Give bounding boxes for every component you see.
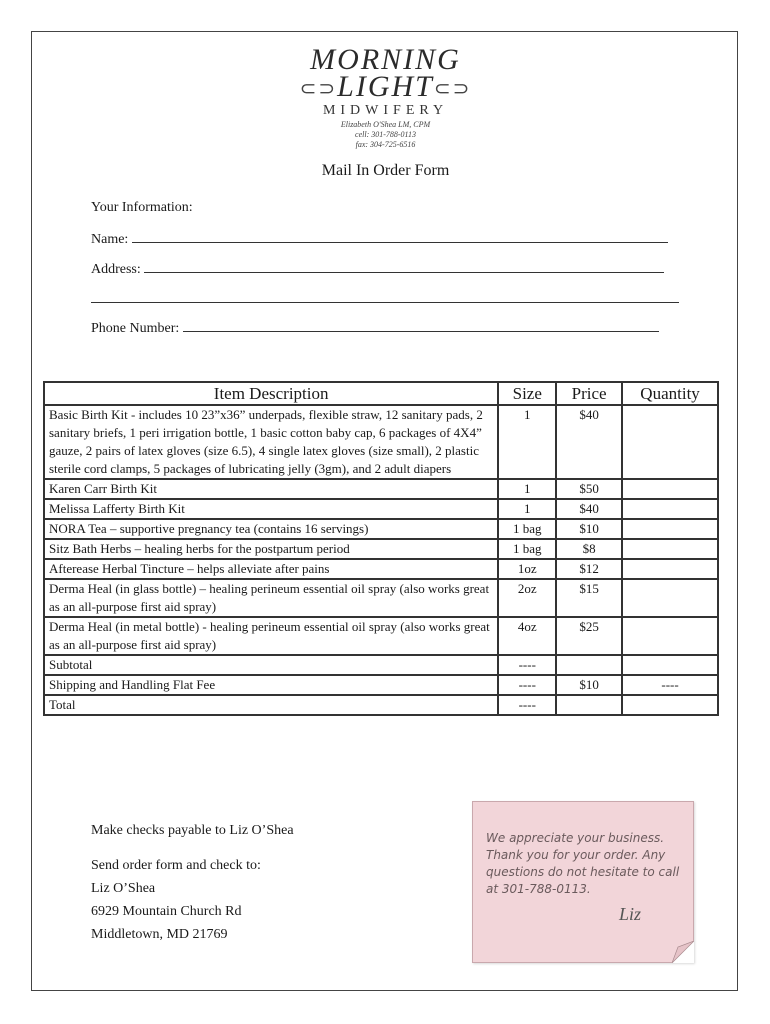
item-quantity[interactable] bbox=[622, 539, 718, 559]
item-description: Basic Birth Kit - includes 10 23”x36” underpads, flexible straw, 12 sanitary pads, 2 sanitary briefs, 1 peri irrigation bottle, 1 basic cotton baby cap, 6 packages of 4X4” gauze, 2 pairs of latex gloves (size 6.5), 4 single latex gloves (size small), 2 plastic sterile cord clamps, 5 packages of lubricating jelly (3gm), and 2 adult diapers bbox=[44, 405, 498, 479]
note-text: We appreciate your business. Thank you for your order. Any questions do not hesitate to call at 301-788-0113. bbox=[486, 831, 680, 896]
logo-light-text: LIGHT bbox=[337, 70, 434, 103]
table-header-row bbox=[44, 382, 718, 405]
item-description: Melissa Lafferty Birth Kit bbox=[44, 499, 498, 519]
table-row bbox=[44, 539, 718, 559]
morning-light-logo bbox=[32, 43, 739, 150]
header-size: Size bbox=[498, 382, 556, 405]
table-row bbox=[44, 617, 718, 655]
table-row bbox=[44, 559, 718, 579]
page-curl-icon bbox=[672, 941, 694, 963]
logo-midwife-name: Elizabeth O'Shea LM, CPM bbox=[340, 120, 431, 130]
address-label: Address: bbox=[91, 262, 141, 277]
item-price: $15 bbox=[556, 579, 622, 617]
item-size: 1 bag bbox=[498, 519, 556, 539]
order-items-table bbox=[43, 381, 719, 716]
item-description: Sitz Bath Herbs – healing herbs for the postpartum period bbox=[44, 539, 498, 559]
item-size: 1oz bbox=[498, 559, 556, 579]
item-quantity[interactable] bbox=[622, 579, 718, 617]
item-size: 4oz bbox=[498, 617, 556, 655]
item-quantity[interactable] bbox=[622, 559, 718, 579]
subtotal-price[interactable] bbox=[556, 655, 622, 675]
name-line[interactable] bbox=[132, 230, 668, 243]
item-price: $40 bbox=[556, 499, 622, 519]
mail-city: Middletown, MD 21769 bbox=[91, 927, 228, 942]
item-size: 1 bbox=[498, 479, 556, 499]
logo-fax: fax: 304-725-6516 bbox=[355, 140, 416, 150]
item-quantity[interactable] bbox=[622, 499, 718, 519]
item-price: $10 bbox=[556, 519, 622, 539]
subtotal-quantity[interactable] bbox=[622, 655, 718, 675]
header-item-description: Item Description bbox=[44, 382, 498, 405]
order-form-page bbox=[31, 31, 738, 991]
item-quantity[interactable] bbox=[622, 479, 718, 499]
sticky-note bbox=[472, 801, 694, 963]
info-heading: Your Information: bbox=[91, 200, 193, 215]
item-price: $8 bbox=[556, 539, 622, 559]
item-size: 1 bbox=[498, 499, 556, 519]
table-row bbox=[44, 579, 718, 617]
item-quantity[interactable] bbox=[622, 617, 718, 655]
item-description: NORA Tea – supportive pregnancy tea (contains 16 servings) bbox=[44, 519, 498, 539]
item-description: Derma Heal (in glass bottle) – healing perineum essential oil spray (also works great as an all-purpose first aid spray) bbox=[44, 579, 498, 617]
swirl-left-icon: ⊂⊃ bbox=[299, 78, 338, 101]
total-size: ---- bbox=[498, 695, 556, 715]
item-size: 2oz bbox=[498, 579, 556, 617]
table-row bbox=[44, 479, 718, 499]
shipping-size: ---- bbox=[498, 675, 556, 695]
shipping-price: $10 bbox=[556, 675, 622, 695]
header-price: Price bbox=[556, 382, 622, 405]
address-field[interactable] bbox=[91, 260, 681, 278]
total-price[interactable] bbox=[556, 695, 622, 715]
total-row bbox=[44, 695, 718, 715]
table-row bbox=[44, 405, 718, 479]
payable-text: Make checks payable to Liz O’Shea bbox=[91, 823, 294, 838]
shipping-label: Shipping and Handling Flat Fee bbox=[44, 675, 498, 695]
item-price: $12 bbox=[556, 559, 622, 579]
item-description: Karen Carr Birth Kit bbox=[44, 479, 498, 499]
item-quantity[interactable] bbox=[622, 405, 718, 479]
send-to-text: Send order form and check to: bbox=[91, 858, 261, 873]
item-description: Derma Heal (in metal bottle) - healing perineum essential oil spray (also works great as an all-purpose first aid spray) bbox=[44, 617, 498, 655]
header-quantity: Quantity bbox=[622, 382, 718, 405]
phone-field[interactable] bbox=[91, 319, 681, 337]
form-title: Mail In Order Form bbox=[321, 162, 450, 179]
item-size: 1 bbox=[498, 405, 556, 479]
name-label: Name: bbox=[91, 232, 129, 247]
swirl-right-icon: ⊂⊃ bbox=[433, 78, 472, 101]
subtotal-size: ---- bbox=[498, 655, 556, 675]
name-field[interactable] bbox=[91, 230, 681, 248]
logo-light bbox=[32, 70, 739, 103]
item-price: $40 bbox=[556, 405, 622, 479]
subtotal-label: Subtotal bbox=[44, 655, 498, 675]
phone-line[interactable] bbox=[183, 319, 659, 332]
shipping-quantity: ---- bbox=[622, 675, 718, 695]
total-label: Total bbox=[44, 695, 498, 715]
item-price: $25 bbox=[556, 617, 622, 655]
note-signature: Liz bbox=[619, 904, 642, 924]
address-line[interactable] bbox=[144, 260, 664, 273]
logo-cell: cell: 301-788-0113 bbox=[355, 130, 416, 140]
total-quantity[interactable] bbox=[622, 695, 718, 715]
address-line-2[interactable] bbox=[91, 290, 679, 303]
mail-street: 6929 Mountain Church Rd bbox=[91, 904, 242, 919]
shipping-row bbox=[44, 675, 718, 695]
item-quantity[interactable] bbox=[622, 519, 718, 539]
phone-label: Phone Number: bbox=[91, 321, 180, 336]
address-field-2[interactable] bbox=[91, 290, 681, 308]
mail-name: Liz O’Shea bbox=[91, 881, 156, 896]
table-row bbox=[44, 499, 718, 519]
item-price: $50 bbox=[556, 479, 622, 499]
subtotal-row bbox=[44, 655, 718, 675]
logo-morning: MORNING bbox=[310, 43, 461, 76]
item-description: Afterease Herbal Tincture – helps alleviate after pains bbox=[44, 559, 498, 579]
logo-midwifery: MIDWIFERY bbox=[322, 103, 449, 119]
table-row bbox=[44, 519, 718, 539]
item-size: 1 bag bbox=[498, 539, 556, 559]
